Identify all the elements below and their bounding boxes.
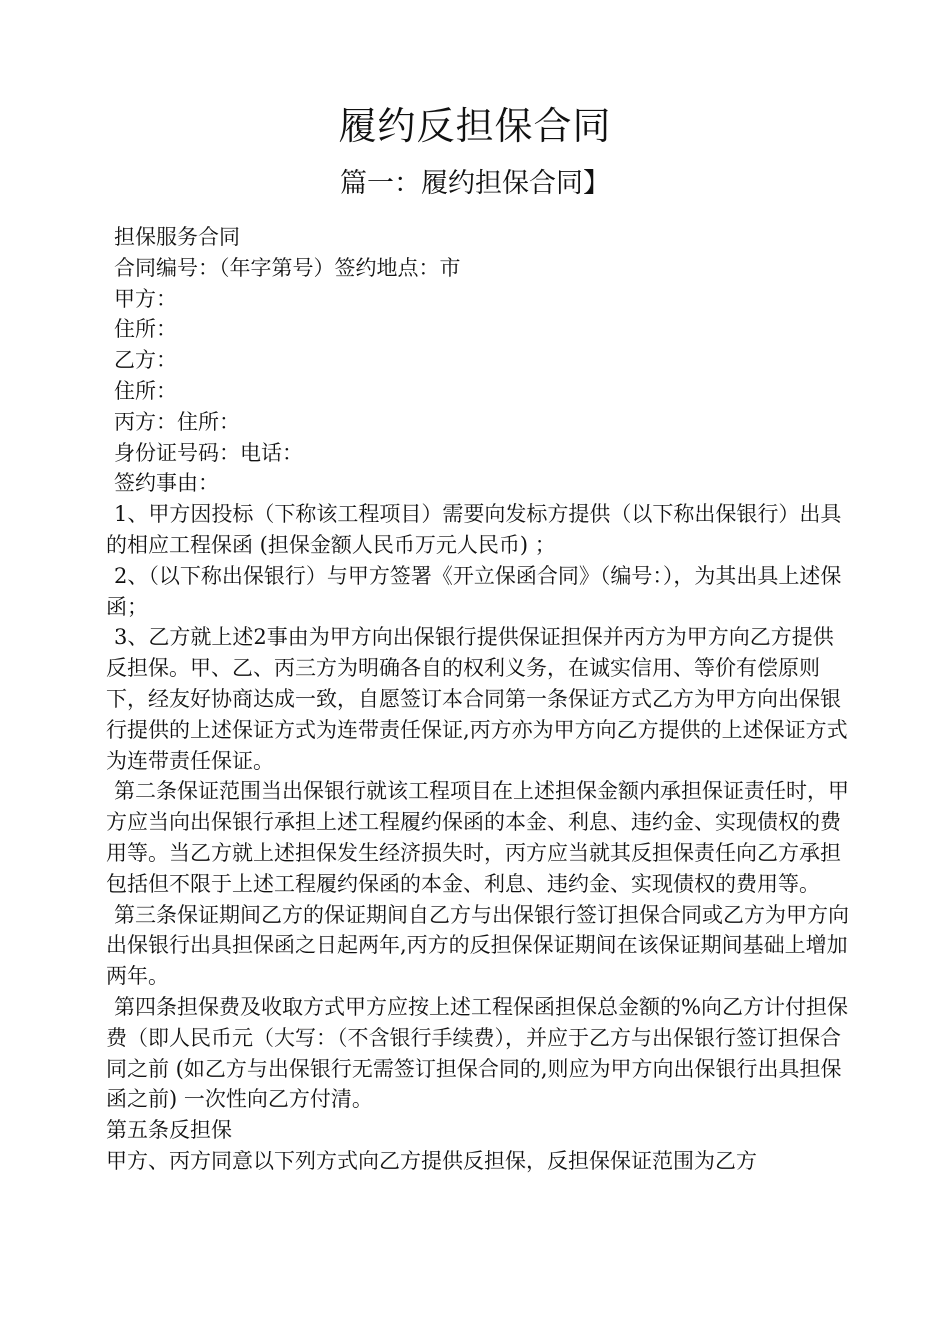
paragraph: 担保服务合同 [114,225,240,249]
paragraph: 第四条担保费及收取方式甲方应按上述工程保函担保总金额的%向乙方计付担保费（即人民币元（大写：（不含银行手续费），并应于乙方与出保银行签订担保合同之前 (如乙方与出保银行无需签订担保合同的,则应为甲方向出保银行出具担保函之前) 一次性向乙方付清。 [106,994,848,1112]
paragraph: 住所： [114,317,177,342]
document-title: 履约反担保合同 [338,104,612,148]
paragraph: 身份证号码：电话： [114,440,303,465]
paragraph: 丙方：住所： [114,409,240,434]
paragraph: 甲方、丙方同意以下列方式向乙方提供反担保，反担保保证范围为乙方 [106,1148,757,1173]
paragraph: 签约事由： [114,471,219,496]
paragraph: 合同编号：（年字第号）签约地点：市 [114,255,461,280]
document-body [106,222,852,1177]
paragraph: 住所： [114,378,177,403]
paragraph: 3、乙方就上述2事由为甲方向出保银行提供保证担保并丙方为甲方向乙方提供反担保。甲、乙、丙三方为明确各自的权利义务，在诚实信用、等价有偿原则下，经友好协商达成一致，自愿签订本合同第一条保证方式乙方为甲方向出保银行提供的上述保证方式为连带责任保证,丙方亦为甲方向乙方提供的上述保证方式为连带责任保证。 [106,625,848,773]
paragraph: 第二条保证范围当出保银行就该工程项目在上述担保金额内承担保证责任时，甲方应当向出保银行承担上述工程履约保函的本金、利息、违约金、实现债权的费用等。当乙方就上述担保发生经济损失时，丙方应当就其反担保责任向乙方承担包括但不限于上述工程履约保函的本金、利息、违约金、实现债权的费用等。 [106,779,849,896]
paragraph: 乙方： [114,348,177,373]
paragraph: 甲方： [114,286,177,311]
document-subtitle: 篇一：履约担保合同】 [340,168,610,199]
paragraph: 第五条反担保 [106,1118,232,1143]
paragraph: 第三条保证期间乙方的保证期间自乙方与出保银行签订担保合同或乙方为甲方向出保银行出具担保函之日起两年,丙方的反担保保证期间在该保证期间基础上增加两年。 [106,902,849,989]
paragraph: 2、（以下称出保银行）与甲方签署《开立保函合同》（编号：），为其出具上述保函； [106,563,842,619]
paragraph: 1、甲方因投标（下称该工程项目）需要向发标方提供（以下称出保银行）出具的相应工程保函 (担保金额人民币万元人民币) ； [106,502,842,557]
